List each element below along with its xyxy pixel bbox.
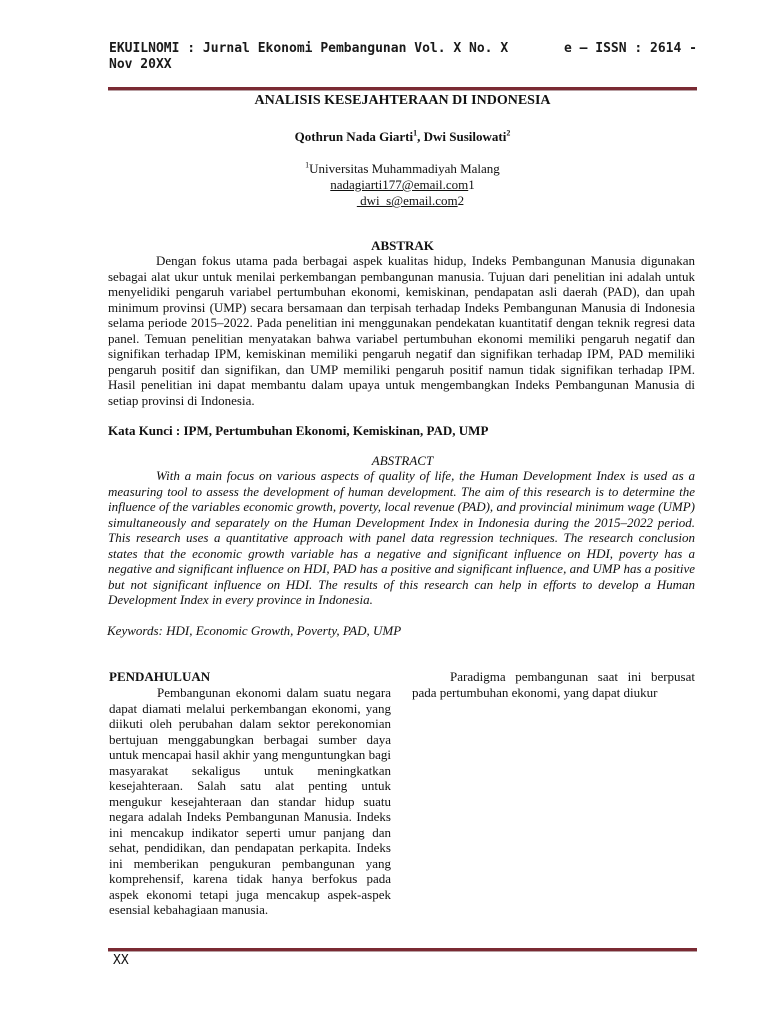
author-separator: ,	[417, 129, 424, 144]
journal-name: EKUILNOMI : Jurnal Ekonomi Pembangunan Vol. X No. X Nov 20XX	[109, 41, 509, 72]
institution-name: Universitas Muhammadiyah Malang	[309, 161, 500, 176]
introduction-right-text: Paradigma pembangunan saat ini berpusat pada pertumbuhan ekonomi, yang dapat diukur	[412, 669, 695, 700]
email-suffix: 2	[457, 193, 465, 208]
author-superscript: 1	[413, 128, 418, 138]
author-list	[108, 129, 697, 145]
author-superscript: 2	[506, 128, 511, 138]
kata-kunci: Kata Kunci : IPM, Pertumbuhan Ekonomi, Kemiskinan, PAD, UMP	[108, 423, 489, 438]
section-heading: PENDAHULUAN	[109, 669, 211, 684]
abstract-body: With a main focus on various aspects of quality of life, the Human Development Index is used as a measuring tool to assess the development of human development. The aim of this research is to determine the influence of the variables economic growth, poverty, local revenue (PAD), and provincial minimum wage (UMP) simultaneously and separately on the Human Development Index in Indonesia during the 2015–2022 period. This research uses a quantitative approach with panel data regression techniques. The research conclusion states that the economic growth variable has a negative and significant influence on HDI, poverty has a negative and significant influence on HDI, PAD has a positive and significant influence, and UMP has a positive but not significant influence on HDI. The results of this research can help in efforts to develop a Human Development Index in every province in Indonesia.	[108, 468, 695, 607]
abstract-heading: ABSTRACT	[371, 453, 434, 468]
email-line	[108, 193, 697, 209]
email-suffix: 1	[468, 177, 475, 192]
right-column	[412, 669, 695, 700]
header-divider	[108, 87, 697, 91]
introduction-left-text: Pembangunan ekonomi dalam suatu negara dapat diamati melalui perkembangan ekonomi, yang diikuti oleh perubahan dalam sektor perekonomian bertujuan menggabungkan berbagai sumber daya untuk mencapai hasil akhir yang menguntungkan bagi masyarakat sekaligus untuk meningkatkan kesejahteraan. Salah satu alat penting untuk mengukur kesejahteraan dan standar hidup suatu negara adalah Indeks Pembangunan Manusia. Indeks ini mencakup indikator seperti umur panjang dan sehat, pendidikan, dan pendapatan perkapita. Indeks ini memberikan pengukuran pembangunan yang komprehensif, karena tidak hanya berfokus pada aspek ekonomi tetapi juga mencakup aspek-aspek esensial kebahagiaan manusia.	[109, 685, 391, 917]
left-column	[109, 669, 391, 918]
affiliation-institution	[108, 161, 697, 177]
abstrak-body: Dengan fokus utama pada berbagai aspek kualitas hidup, Indeks Pembangunan Manusia digunakan sebagai alat ukur untuk menilai perkembangan pembangunan manusia. Tujuan dari penelitian ini adalah untuk menyelidiki pengaruh variabel pertumbuhan ekonomi, kemiskinan, pendapatan asli daerah (PAD), dan upah minimum provinsi (UMP) secara bersamaan dan terpisah terhadap Indeks Pembangunan Manusia di Indonesia selama periode 2015–2022. Pada penelitian ini menggunakan pendekatan kuantitatif dengan teknik regresi data panel. Temuan penelitian menyatakan bahwa variabel pertumbuhan ekonomi memiliki pengaruh negatif dan signifikan terhadap IPM, kemiskinan memiliki pengaruh negatif dan signifikan terhadap IPM, PAD memiliki pengaruh positif dan signifikan, dan UMP memiliki pengaruh positif namun tidak signifikan terhadap IPM. Hasil penelitian ini dapat membantu dalam upaya untuk mengembangkan Indeks Pembangunan Manusia di setiap provinsi di Indonesia.	[108, 253, 695, 408]
email-link[interactable]: dwi_s@email.com	[356, 193, 458, 208]
author-name: Qothrun Nada Giarti	[294, 129, 414, 144]
paper-title: ANALISIS KESEJAHTERAAN DI INDONESIA	[254, 93, 551, 108]
issn-label: e – ISSN : 2614 -	[563, 41, 697, 56]
email-line	[108, 177, 697, 193]
page-number: XX	[113, 953, 129, 968]
affiliation-superscript: 1	[305, 160, 310, 170]
abstrak-heading: ABSTRAK	[371, 238, 434, 253]
keywords: Keywords: HDI, Economic Growth, Poverty, PAD, UMP	[107, 623, 402, 638]
affiliation-block	[108, 161, 697, 209]
email-link[interactable]: nadagiarti177@email.com	[330, 177, 469, 192]
author-name: Dwi Susilowati	[423, 129, 507, 144]
footer-divider	[108, 948, 697, 952]
